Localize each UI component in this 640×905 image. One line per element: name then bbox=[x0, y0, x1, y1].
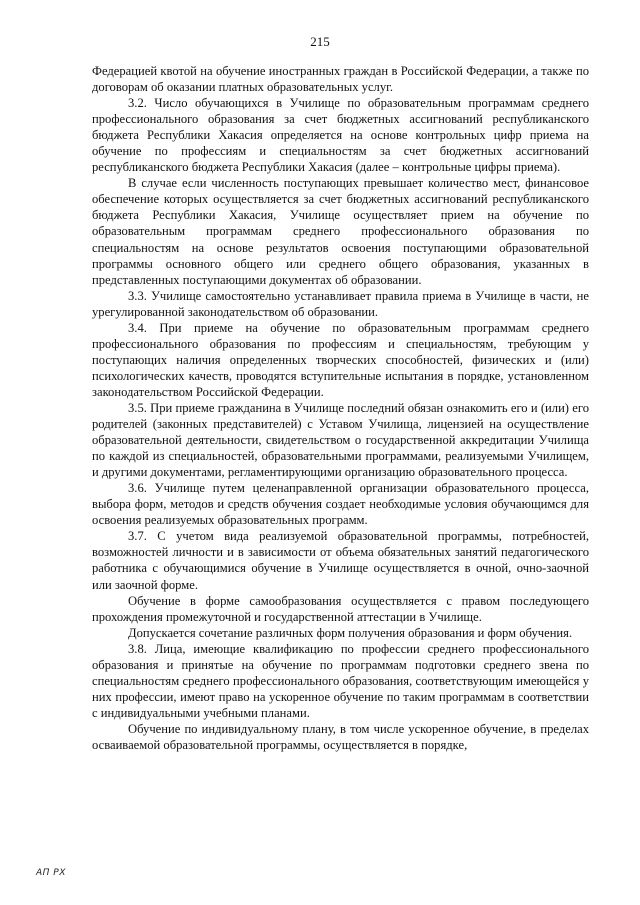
paragraph-3-3: 3.3. Училище самостоятельно устанавливает правила приема в Училище в части, не урегулированной законодательством об образовании. bbox=[92, 288, 589, 319]
paragraph-3-2: 3.2. Число обучающихся в Училище по образовательным программам среднего профессионального образования за счет бюджетных ассигнований республиканского бюджета Республики Хакасия определяется на основе контрольных цифр приема на обучение по профессиям и специальностям за счет бюджетных ассигнований республиканского бюджета Республики Хакасия (далее – контрольные цифры приема). bbox=[92, 96, 589, 175]
paragraph-3-8-individual-plan: Обучение по индивидуальному плану, в том числе ускоренное обучение, в пределах осваиваемой образовательной программы, осуществляется в порядке, bbox=[92, 721, 589, 752]
paragraph-3-2-competition: В случае если численность поступающих превышает количество мест, финансовое обеспечение которых осуществляется за счет бюджетных ассигнований республиканского бюджета Республики Хакасия, Училище осуществляет прием на обучение по образовательным программам среднего профессионального образования по специальностям на основе результатов освоения поступающими образовательной программы основного общего или среднего общего образования, указанных в представленных поступающими документах об образовании. bbox=[92, 176, 589, 287]
page-number: 215 bbox=[310, 34, 330, 49]
paragraph-3-5: 3.5. При приеме гражданина в Училище последний обязан ознакомить его и (или) его родителей (законных представителей) с Уставом Училища, лицензией на осуществление образовательной деятельности, свидетельством о государственной аккредитации Училища по каждой из специальностей, образовательными программами, реализуемыми Училищем, и другими документами, регламентирующими организацию образовательного процесса. bbox=[92, 400, 589, 480]
paragraph-3-7-combination: Допускается сочетание различных форм получения образования и форм обучения. bbox=[128, 625, 573, 640]
paragraph-3-8: 3.8. Лица, имеющие квалификацию по профессии среднего профессионального образования и принятые на обучение по программам подготовки среднего звена по специальностям среднего профессионального образования, соответствующим имеющейся у них профессии, имеют право на ускоренное обучение по таким программам в соответствии с индивидуальными учебными планами. bbox=[92, 641, 589, 720]
paragraph-3-4: 3.4. При приеме на обучение по образовательным программам среднего профессионального образования по профессиям и специальностям, требующим у поступающих наличия определенных творческих способностей, физических и (или) психологических качеств, проводятся вступительные испытания в порядке, установленном законодательством Российской Федерации. bbox=[92, 320, 589, 399]
paragraph-3-7-self-education: Обучение в форме самообразования осуществляется с правом последующего прохождения промежуточной и государственной аттестации в Училище. bbox=[92, 593, 589, 624]
document-body bbox=[92, 63, 589, 753]
paragraph-3-7: 3.7. С учетом вида реализуемой образовательной программы, потребностей, возможностей личности и в зависимости от объема обязательных занятий педагогического работника с обучающимися обучение в Училище осуществляется в очной, очно-заочной или заочной форме. bbox=[92, 529, 589, 592]
paragraph-3-6: 3.6. Училище путем целенаправленной организации образовательного процесса, выбора форм, методов и средств обучения создает необходимые условия обучающимся для освоения реализуемых образовательных программ. bbox=[92, 481, 589, 528]
footer-mark: АП РХ bbox=[36, 868, 66, 878]
paragraph-continuation: Федерацией квотой на обучение иностранных граждан в Российской Федерации, а также по договорам об оказании платных образовательных услуг. bbox=[92, 64, 589, 95]
